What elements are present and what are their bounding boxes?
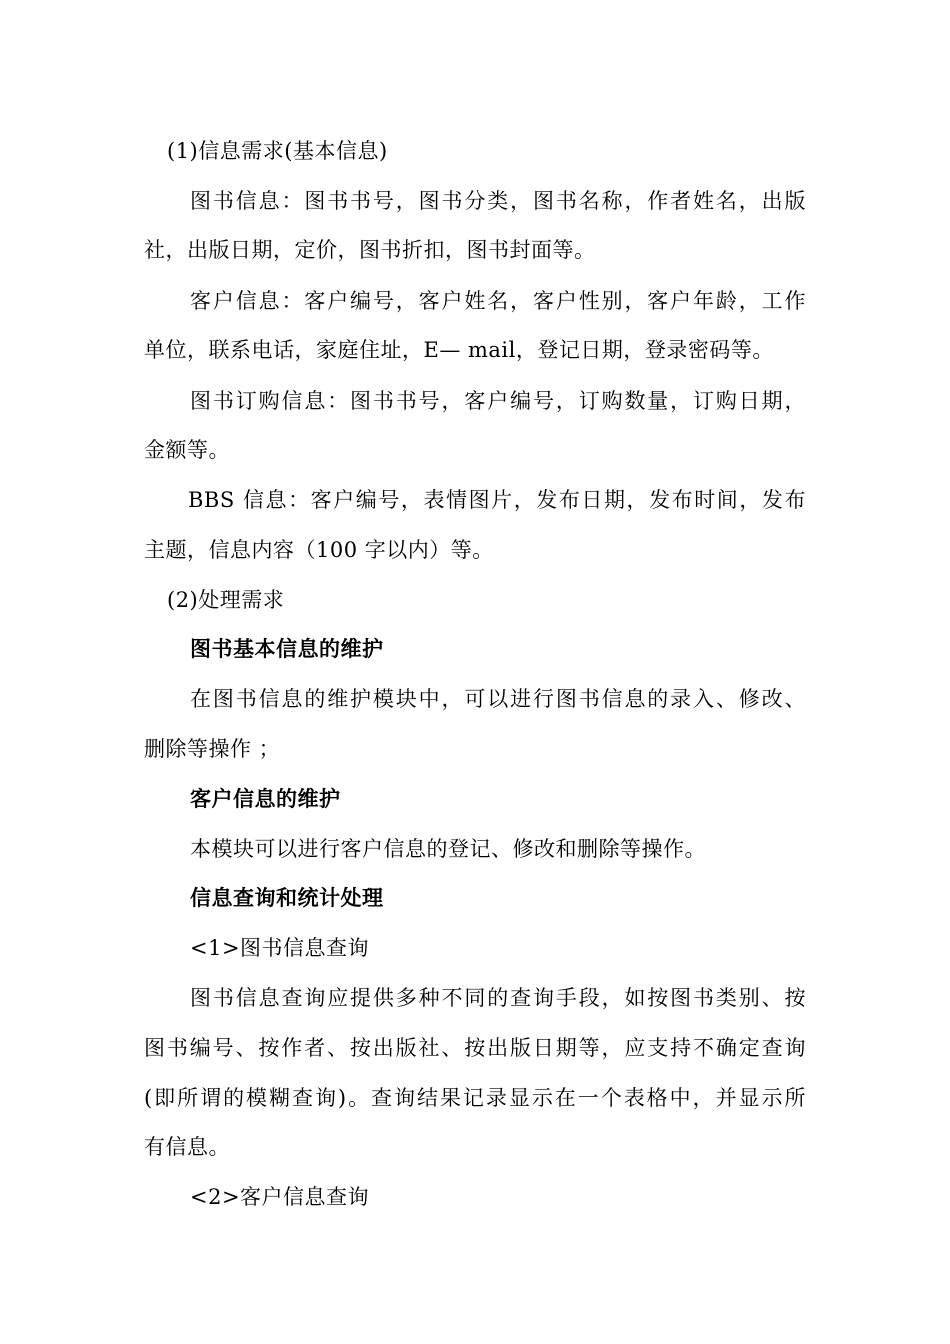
book-maintenance-heading: 图书基本信息的维护 [190,637,384,661]
customer-info-line2: 单位，联系电话，家庭住址，E— mail，登记日期，登录密码等。 [144,338,774,362]
customer-maintenance-heading: 客户信息的维护 [190,787,341,811]
customer-maintenance-line1: 本模块可以进行客户信息的登记、修改和删除等操作。 [190,837,706,861]
customer-query-subheading: <2>客户信息查询 [190,1185,370,1209]
book-query-subheading: <1>图书信息查询 [190,936,370,960]
bbs-info-line2: 主题，信息内容（100 字以内）等。 [144,538,494,562]
book-query-line3: (即所谓的模糊查询)。查询结果记录显示在一个表格中，并显示所 [144,1086,806,1110]
book-info-line1: 图书信息：图书书号，图书分类，图书名称，作者姓名，出版 [190,189,806,213]
book-maintenance-line2: 删除等操作 ； [144,737,281,761]
book-maintenance-line1: 在图书信息的维护模块中，可以进行图书信息的录入、修改、 [190,687,806,711]
order-info-line2: 金额等。 [144,438,230,462]
bbs-info-line1: BBS 信息：客户编号，表情图片，发布日期，发布时间，发布 [188,488,806,512]
customer-info-line1: 客户信息：客户编号，客户姓名，客户性别，客户年龄，工作 [190,289,806,313]
book-query-line2: 图书编号、按作者、按出版社、按出版日期等，应支持不确定查询 [144,1036,806,1060]
book-info-line2: 社，出版日期，定价，图书折扣，图书封面等。 [144,238,596,262]
section2-heading: (2)处理需求 [167,588,285,612]
section1-heading: (1)信息需求(基本信息) [167,139,388,163]
order-info-line1: 图书订购信息：图书书号，客户编号，订购数量，订购日期， [190,389,806,413]
query-statistics-heading: 信息查询和统计处理 [190,886,384,910]
book-query-line4: 有信息。 [144,1135,230,1159]
book-query-line1: 图书信息查询应提供多种不同的查询手段，如按图书类别、按 [190,986,806,1010]
